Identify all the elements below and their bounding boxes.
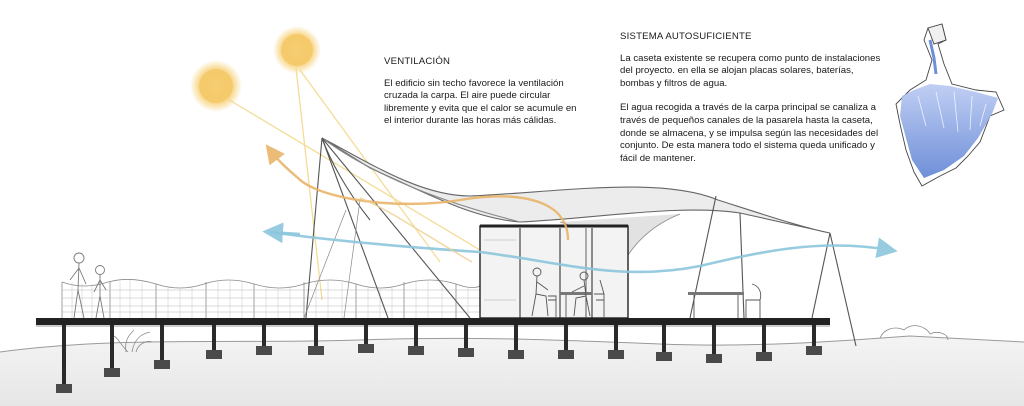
boardwalk-deck	[36, 318, 830, 325]
water-collection-diagram	[896, 24, 1004, 186]
ventilation-title: VENTILACIÓN	[384, 56, 451, 67]
ventilation-body: El edificio sin techo favorece la ventilación cruzada la carpa. El aire puede circular libremente y evita que el calor se acumule en el interior durante las horas más cálidas.	[384, 77, 577, 127]
fence	[62, 279, 480, 318]
system-title: SISTEMA AUTOSUFICIENTE	[620, 31, 752, 42]
ground-terrain	[0, 336, 1024, 406]
system-paragraph-2: El agua recogida a través de la carpa principal se canaliza a través de pequeños canales de la pasarela hasta la caseta, donde se almacena, y se impulsa según las necesidades del conjunto. De esta manera todo el sistema queda unificado y fácil de mantener.	[620, 102, 879, 164]
sun-icon	[273, 26, 321, 74]
self-sufficient-system-text-block	[620, 31, 890, 177]
sun-icon	[190, 60, 242, 112]
cabin	[480, 226, 628, 318]
system-paragraph-1: La caseta existente se recupera como punto de instalaciones del proyecto. en ella se alojan placas solares, baterías, bombas y filtros de agua.	[620, 52, 881, 89]
ventilation-text-block	[384, 56, 584, 140]
